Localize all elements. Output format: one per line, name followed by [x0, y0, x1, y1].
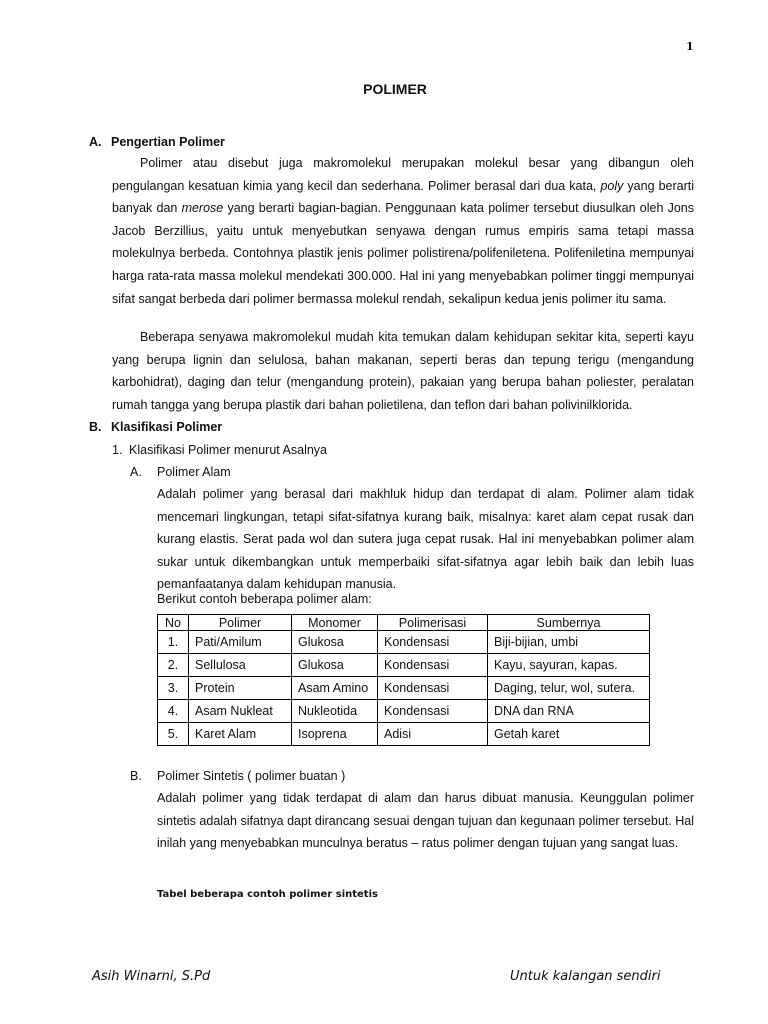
polimer-alam-paragraph: Adalah polimer yang berasal dari makhluk hidup dan terdapat di alam. Polimer alam tidak mencemari lingkungan, tetapi sifat-sifatnya kurang baik, misalnya: karet alam cepat rusak dan kurang elastis. Serat pada wol dan sutera juga cepat rusak. Hal ini menyebabkan polimer alam sukar untuk dikembangkan untuk memperbaiki sifat-sifatnya agar lebih baik dan lebih luas pemanfaatanya dalam kehidupan manusia. — [157, 487, 694, 592]
section-b-title: Klasifikasi Polimer — [111, 420, 223, 434]
header-polimer: Polimer — [189, 615, 292, 631]
cell-monomer: Glukosa — [292, 654, 378, 677]
sintetis-table-caption: Tabel beberapa contoh polimer sintetis — [157, 889, 378, 900]
header-no: No — [158, 615, 189, 631]
cell-polimerisasi: Adisi — [378, 723, 488, 746]
cell-sumbernya: Biji-bijian, umbi — [488, 631, 650, 654]
list-item-1-label: Klasifikasi Polimer menurut Asalnya — [129, 443, 327, 457]
p1-text-1: Polimer atau disebut juga makromolekul merupakan molekul besar yang dibangun oleh pengulangan kesatuan kimia yang kecil dan sederhana. Polimer berasal dari dua kata, — [112, 156, 694, 193]
cell-polimerisasi: Kondensasi — [378, 677, 488, 700]
cell-sumbernya: Getah karet — [488, 723, 650, 746]
page-number: 1 — [686, 40, 694, 53]
cell-no: 1. — [158, 631, 189, 654]
section-a-paragraph-1 — [112, 152, 694, 310]
sub-item-b-marker: B. — [130, 769, 142, 783]
cell-monomer: Asam Amino — [292, 677, 378, 700]
sub-item-b — [130, 769, 345, 783]
section-b-letter: B. — [89, 420, 102, 434]
footer-author: Asih Winarni, S.Pd — [92, 969, 211, 984]
cell-no: 5. — [158, 723, 189, 746]
header-polimerisasi: Polimerisasi — [378, 615, 488, 631]
p1-text-2: yang berarti banyak dan — [112, 178, 695, 216]
cell-polimerisasi: Kondensasi — [378, 631, 488, 654]
header-sumbernya: Sumbernya — [488, 615, 650, 631]
cell-no: 4. — [158, 700, 189, 723]
sub-item-b-label: Polimer Sintetis ( polimer buatan ) — [157, 769, 346, 783]
list-item-1-marker: 1. — [112, 443, 123, 457]
table-header-row — [158, 615, 650, 631]
cell-polimer: Protein — [189, 677, 292, 700]
cell-sumbernya: Kayu, sayuran, kapas. — [488, 654, 650, 677]
sub-item-a-label: Polimer Alam — [157, 465, 231, 479]
cell-polimer: Karet Alam — [189, 723, 292, 746]
section-a-letter: A. — [89, 135, 102, 149]
section-b-heading — [89, 420, 222, 434]
p1-text-3: yang berarti bagian-bagian. Penggunaan kata polimer tersebut diusulkan oleh Jons Jacob Berzillius, yaitu untuk menyebutkan senyawa dengan rumus empiris sama tetapi massa molekulnya berbeda. Contohnya plastik jenis polimer polistirena/polifeniletena. Polifeniletina mempunyai harga rata-rata massa molekul mendekati 300.000. Hal ini yang menyebabkan polimer tinggi mempunyai sifat sangat berbeda dari polimer bermassa molekul rendah, sekalipun kedua jenis polimer itu sama. — [112, 201, 694, 306]
cell-monomer: Glukosa — [292, 631, 378, 654]
table-caption: Berikut contoh beberapa polimer alam: — [157, 592, 372, 606]
table-row — [158, 723, 650, 746]
table-row — [158, 631, 650, 654]
page-title: POLIMER — [363, 81, 427, 97]
sub-item-a-marker: A. — [130, 465, 142, 479]
cell-polimer: Pati/Amilum — [189, 631, 292, 654]
cell-polimer: Asam Nukleat — [189, 700, 292, 723]
cell-no: 2. — [158, 654, 189, 677]
cell-polimerisasi: Kondensasi — [378, 654, 488, 677]
polimer-sintetis-paragraph: Adalah polimer yang tidak terdapat di alam dan harus dibuat manusia. Keunggulan polimer sintetis adalah sifatnya dapt dirancang sesuai dengan tujuan dan kegunaan polimer tersebut. Hal inilah yang menyebabkan munculnya beratus – ratus polimer dengan tujuan yang sangat luas. — [157, 791, 694, 851]
cell-sumbernya: DNA dan RNA — [488, 700, 650, 723]
cell-polimer: Sellulosa — [189, 654, 292, 677]
cell-monomer: Nukleotida — [292, 700, 378, 723]
polimer-alam-table — [157, 614, 650, 746]
footer-note: Untuk kalangan sendiri — [510, 969, 661, 984]
cell-monomer: Isoprena — [292, 723, 378, 746]
list-item-1 — [112, 443, 327, 457]
section-a-paragraph-2: Beberapa senyawa makromolekul mudah kita temukan dalam kehidupan sekitar kita, seperti kayu yang berupa lignin dan selulosa, bahan makanan, seperti beras dan tepung terigu (mengandung karbohidrat), daging dan telur (mengandung protein), pakaian yang berupa bahan poliester, peralatan rumah tangga yang berupa plastik dari bahan polietilena, dan teflon dari bahan polivinilklorida. — [112, 330, 694, 412]
header-monomer: Monomer — [292, 615, 378, 631]
section-a-heading — [89, 135, 225, 149]
table-row — [158, 677, 650, 700]
section-a-title: Pengertian Polimer — [111, 135, 225, 149]
table-row — [158, 654, 650, 677]
p1-italic-poly: poly — [600, 178, 624, 193]
cell-sumbernya: Daging, telur, wol, sutera. — [488, 677, 650, 700]
table-row — [158, 700, 650, 723]
p1-italic-merose: merose — [181, 201, 224, 216]
cell-no: 3. — [158, 677, 189, 700]
sub-item-a — [130, 465, 231, 479]
cell-polimerisasi: Kondensasi — [378, 700, 488, 723]
